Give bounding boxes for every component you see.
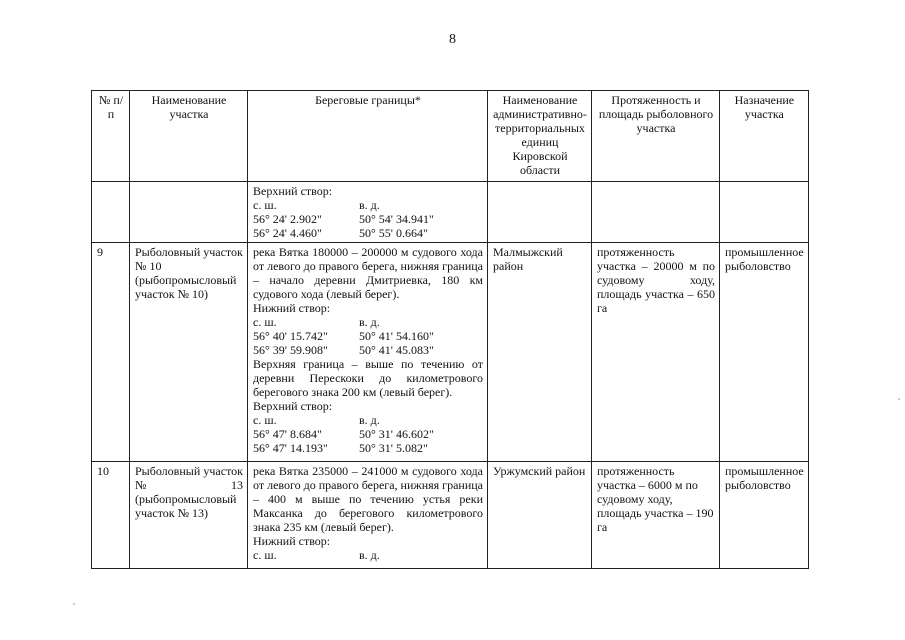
- site-purpose: промышленное рыболовство: [720, 243, 809, 462]
- site-length-area: протяженность участка – 20000 м по судовому ходу, площадь участка – 650 га: [592, 243, 720, 462]
- row-num: 9: [92, 243, 130, 462]
- header-name: Наименование участка: [130, 91, 248, 182]
- coord-row: 56° 47' 8.684" 50° 31' 46.602": [253, 427, 434, 441]
- upper-bounds-description: Верхняя граница – выше по течению от деревни Перескоки до километрового берегового знака 200 км (левый берег).: [253, 357, 483, 399]
- table-row: [92, 462, 809, 569]
- site-district: Малмыжский район: [488, 243, 592, 462]
- table-row-continuation: [92, 182, 809, 243]
- coord-header: с. ш. в. д.: [253, 198, 380, 212]
- site-name: Рыболовный участок № 13 (рыбопромысловый участок № 13): [130, 462, 248, 569]
- site-district: Уржумский район: [488, 462, 592, 569]
- site-name: Рыболовный участок № 10 (рыбопромысловый участок № 10): [130, 243, 248, 462]
- continuation-bounds: [248, 182, 488, 243]
- table-header-row: [92, 91, 809, 182]
- site-length-area: протяженность участка – 6000 м по судовому ходу, площадь участка – 190 га: [592, 462, 720, 569]
- lower-boundary-label: Нижний створ:: [253, 301, 331, 315]
- coord-row: 56° 24' 4.460" 50° 55' 0.664": [253, 226, 428, 240]
- row-num: 10: [92, 462, 130, 569]
- coord-row: 56° 39' 59.908" 50° 41' 45.083": [253, 343, 434, 357]
- coord-row: 56° 24' 2.902" 50° 54' 34.941": [253, 212, 434, 226]
- lower-boundary-label: Нижний створ:: [253, 534, 331, 548]
- upper-boundary-label: Верхний створ:: [253, 399, 333, 413]
- site-purpose: промышленное рыболовство: [720, 462, 809, 569]
- table-row: [92, 243, 809, 462]
- site-bounds: [248, 243, 488, 462]
- coord-header: с. ш. в. д.: [253, 548, 380, 562]
- page-number: 8: [449, 32, 456, 47]
- upper-boundary-label: Верхний створ:: [253, 184, 333, 198]
- coord-header: с. ш. в. д.: [253, 315, 380, 329]
- scan-speck: [898, 398, 900, 400]
- header-bounds: Береговые границы*: [248, 91, 488, 182]
- header-length: Протяженность и площадь рыболовного участка: [592, 91, 720, 182]
- bounds-description: река Вятка 235000 – 241000 м судового хода от левого до правого берега, нижняя граница – 400 м выше по течению устья реки Максанка до берегового километрового знака 235 км (левый берег).: [253, 464, 483, 534]
- scan-speck: [73, 603, 75, 605]
- coord-row: 56° 47' 14.193" 50° 31' 5.082": [253, 441, 428, 455]
- header-num: № п/п: [92, 91, 130, 182]
- bounds-description: река Вятка 180000 – 200000 м судового хода от левого до правого берега, нижняя граница – начало деревни Дмитриевка, 180 км судового хода (левый берег).: [253, 245, 483, 301]
- coord-header: с. ш. в. д.: [253, 413, 380, 427]
- fishing-sites-table: [91, 90, 809, 569]
- site-bounds: [248, 462, 488, 569]
- coord-row: 56° 40' 15.742" 50° 41' 54.160": [253, 329, 434, 343]
- header-district: Наименование административно-территориальных единиц Кировской области: [488, 91, 592, 182]
- header-purpose: Назначение участка: [720, 91, 809, 182]
